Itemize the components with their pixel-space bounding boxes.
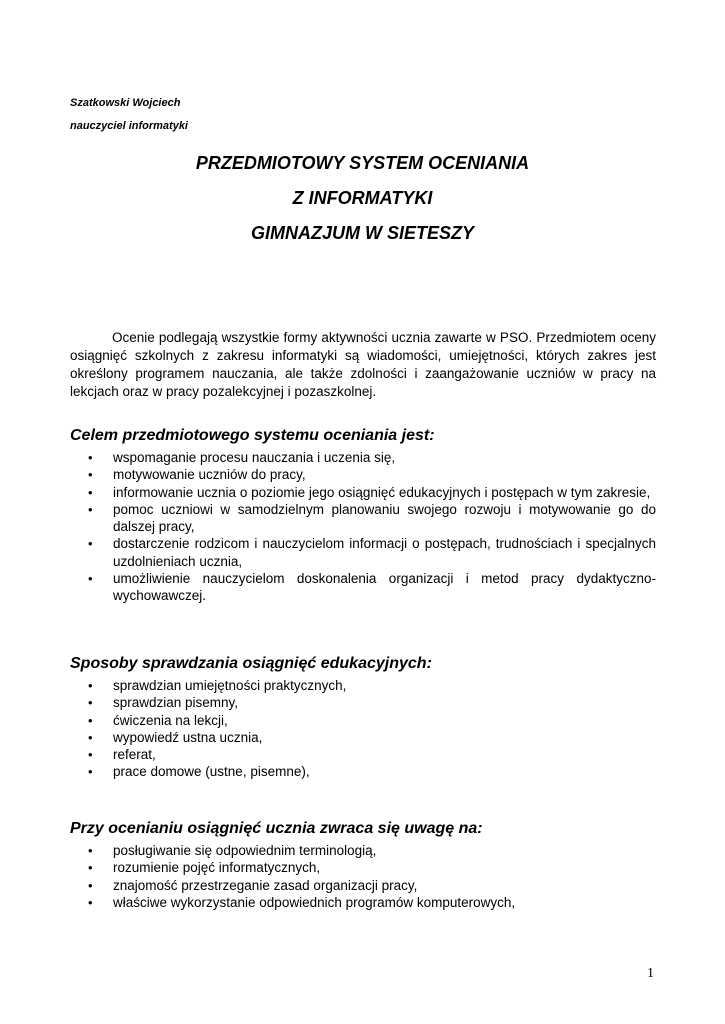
list-item (70, 466, 656, 483)
list-item (70, 484, 656, 501)
bullet-icon: • (88, 747, 93, 763)
page-number: 1 (647, 966, 654, 981)
list-item (70, 746, 656, 763)
goals-list (70, 449, 656, 605)
bullet-icon: • (88, 894, 93, 910)
list-item-text: sprawdzian pisemny, (113, 695, 239, 711)
author-role: nauczyciel informatyki (70, 120, 188, 132)
bullet-icon: • (88, 729, 93, 745)
list-item (70, 859, 656, 876)
author-name: Szatkowski Wojciech (70, 97, 181, 109)
list-item-text: ćwiczenia na lekcji, (113, 712, 228, 728)
document-title-line-1: PRZEDMIOTOWY SYSTEM OCENIANIA (195, 153, 530, 173)
bullet-icon: • (88, 764, 93, 780)
list-item-text: umożliwienie nauczycielom doskonalenia organizacji i metod pracy dydaktyczno-wychowawczej. (113, 571, 656, 604)
list-item (70, 842, 656, 859)
list-item (70, 877, 656, 894)
list-item-text: dostarczenie rodzicom i nauczycielom informacji o postępach, trudnościach i specjalnych uzdolnieniach ucznia, (113, 536, 656, 569)
section-heading-methods: Sposoby sprawdzania osiągnięć edukacyjnych: (70, 655, 432, 672)
list-item (70, 763, 656, 780)
bullet-icon: • (88, 571, 93, 587)
list-item (70, 894, 656, 911)
bullet-icon: • (88, 450, 93, 465)
list-item (70, 535, 656, 570)
bullet-icon: • (88, 501, 93, 517)
criteria-list (70, 842, 656, 911)
list-item-text: posługiwanie się odpowiednim terminologią, (113, 843, 377, 858)
list-item-text: znajomość przestrzeganie zasad organizacji pracy, (113, 877, 418, 893)
bullet-icon: • (88, 536, 93, 552)
section-heading-criteria: Przy ocenianiu osiągnięć ucznia zwraca się uwagę na: (70, 820, 483, 837)
list-item (70, 677, 656, 694)
list-item-text: referat, (113, 747, 156, 763)
methods-list (70, 677, 656, 781)
list-item (70, 712, 656, 729)
bullet-icon: • (88, 860, 93, 876)
bullet-icon: • (88, 467, 93, 483)
bullet-icon: • (88, 484, 93, 500)
list-item (70, 449, 656, 466)
bullet-icon: • (88, 712, 93, 728)
list-item (70, 501, 656, 536)
bullet-icon: • (88, 678, 93, 693)
list-item (70, 570, 656, 605)
intro-paragraph: Ocenie podlegają wszystkie formy aktywności ucznia zawarte w PSO. Przedmiotem oceny osiągnięć szkolnych z zakresu informatyki są wiadomości, umiejętności, których zakres jest określony programem nauczania, ale także zdolności i zaangażowanie uczniów w pracy na lekcjach oraz w pracy pozalekcyjnej i pozaszkolnej. (70, 330, 656, 399)
document-title-line-2: Z INFORMATYKI (292, 188, 433, 208)
document-title-line-3: GIMNAZJUM W SIETESZY (250, 223, 474, 243)
list-item (70, 694, 656, 711)
bullet-icon: • (88, 877, 93, 893)
list-item-text: sprawdzian umiejętności praktycznych, (113, 678, 347, 693)
list-item-text: wypowiedź ustna ucznia, (113, 729, 263, 745)
list-item-text: informowanie ucznia o poziomie jego osiągnięć edukacyjnych i postępach w tym zakresie, (113, 484, 651, 500)
list-item-text: właściwe wykorzystanie odpowiednich programów komputerowych, (113, 894, 516, 910)
list-item (70, 729, 656, 746)
list-item-text: motywowanie uczniów do pracy, (113, 467, 306, 483)
list-item-text: prace domowe (ustne, pisemne), (113, 764, 310, 780)
list-item-text: pomoc uczniowi w samodzielnym planowaniu swojego rozwoju i motywowanie go do dalszej pracy, (113, 501, 656, 535)
list-item-text: rozumienie pojęć informatycznych, (113, 860, 321, 876)
section-heading-goals: Celem przedmiotowego systemu oceniania jest: (70, 427, 435, 444)
bullet-icon: • (88, 695, 93, 711)
list-item-text: wspomaganie procesu nauczania i uczenia się, (113, 450, 396, 465)
bullet-icon: • (88, 843, 93, 858)
